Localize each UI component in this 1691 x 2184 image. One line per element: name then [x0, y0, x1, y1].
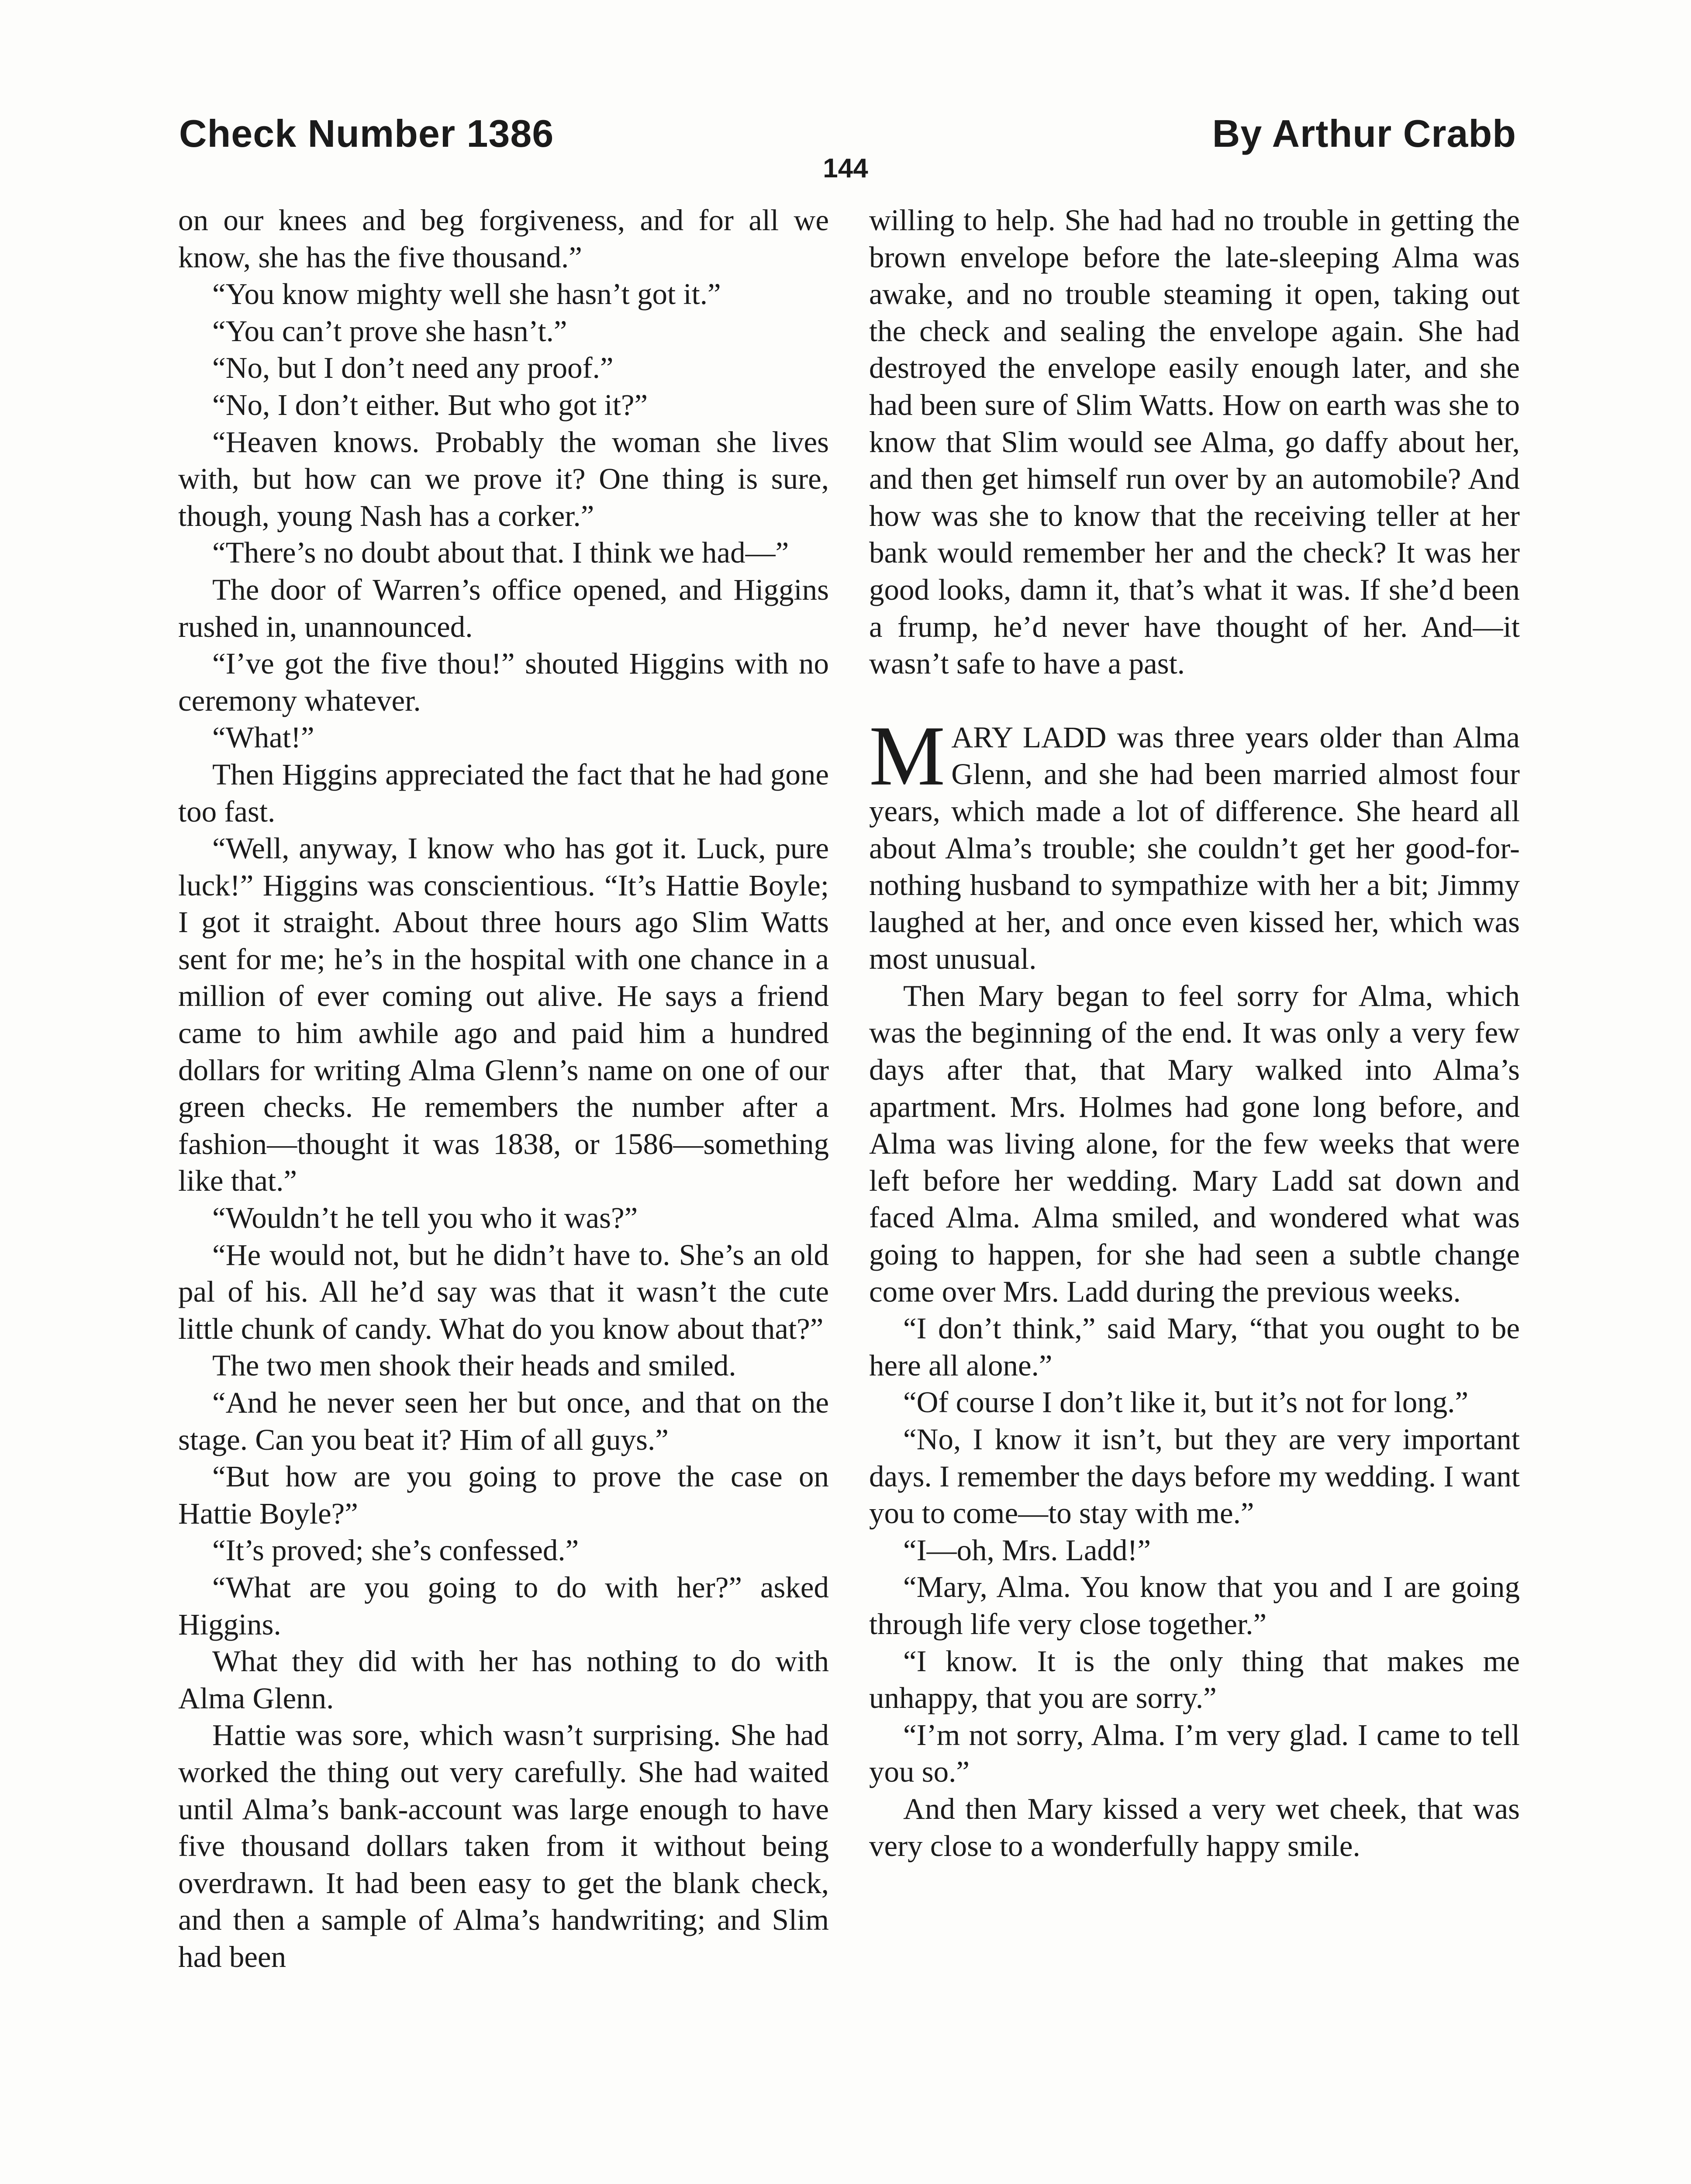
paragraph: “I—oh, Mrs. Ladd!” [903, 1533, 1151, 1567]
paragraph: “He would not, but he didn’t have to. She’s an old pal of his. All he’d say was that it wasn’t the cute little chunk of candy. What do you know about that?” [178, 1238, 829, 1345]
paragraph: Then Mary began to feel sorry for Alma, which was the beginning of the end. It was only a very few days after that, that Mary walked into Alma’s apartment. Mrs. Holmes had gone long before, and Alma was living alone, for the few weeks that were left before her wedding. Mary Ladd sat down and faced Alma. Alma smiled, and wondered what was going to happen, for she had seen a subtle change come over Mrs. Ladd during the previous weeks. [869, 979, 1520, 1308]
left-column [178, 202, 829, 1976]
section-break [869, 682, 1520, 719]
paragraph: “But how are you going to prove the case on Hattie Boyle?” [178, 1460, 829, 1530]
paragraph: “You can’t prove she hasn’t.” [212, 314, 567, 348]
paragraph: “You know mighty well she hasn’t got it.” [212, 277, 721, 311]
paragraph: “I don’t think,” said Mary, “that you ought to be here all alone.” [869, 1312, 1520, 1382]
paragraph: “And he never seen her but once, and that on the stage. Can you beat it? Him of all guys.” [178, 1386, 829, 1456]
drop-cap: M [869, 708, 946, 803]
paragraph: Then Higgins appreciated the fact that he had gone too fast. [178, 757, 829, 828]
section-opening-paragraph [869, 708, 1520, 978]
paragraph: “Wouldn’t he tell you who it was?” [212, 1201, 638, 1235]
paragraph: “There’s no doubt about that. I think we had—” [212, 536, 789, 570]
paragraph: willing to help. She had had no trouble in getting the brown envelope before the late-sleeping Alma was awake, and no trouble steaming it open, taking out the check and sealing the envelope again. She had destroyed the envelope easily enough later, and she had been sure of Slim Watts. How on earth was she to know that Slim would see Alma, go daffy about her, and then get himself run over by an automobile? And how was she to know that the receiving teller at her bank would remember her and the check? It was her good looks, damn it, that’s what it was. If she’d been a frump, he’d never have thought of her. And—it wasn’t safe to have a past. [869, 204, 1520, 681]
paragraph: “No, I don’t either. But who got it?” [212, 388, 648, 422]
opening-text: ARY LADD was three years older than Alma Glenn, and she had been married almost four years, which made a lot of difference. She heard all about Alma’s trouble; she couldn’t get her good-for-nothing husband to sympathize with her a bit; Jimmy laughed at her, and once even kissed her, which was most unusual. [869, 720, 1520, 976]
paragraph: Hattie was sore, which wasn’t surprising. She had worked the thing out very carefully. She had waited until Alma’s bank-account was large enough to have five thousand dollars taken from it without being overdrawn. It had been easy to get the blank check, and then a sample of Alma’s handwriting; and Slim had been [178, 1718, 829, 1973]
paragraph: “I know. It is the only thing that makes me unhappy, that you are sorry.” [869, 1644, 1520, 1715]
paragraph: The two men shook their heads and smiled. [212, 1349, 736, 1382]
paragraph: What they did with her has nothing to do with Alma Glenn. [178, 1645, 829, 1715]
page-number: 144 [823, 153, 868, 183]
paragraph: “Well, anyway, I know who has got it. Luck, pure luck!” Higgins was conscientious. “It’s Hattie Boyle; I got it straight. About three hours ago Slim Watts sent for me; he’s in the hospital with one chance in a million of ever coming out alive. He says a friend came to him awhile ago and paid him a hundred dollars for writing Alma Glenn’s name on one of our green checks. He remembers the number after a fashion—thought it was 1838, or 1586—something like that.” [178, 832, 829, 1198]
paragraph: “Heaven knows. Probably the woman she lives with, but how can we prove it? One thing is sure, though, young Nash has a corker.” [178, 425, 829, 532]
paragraph: And then Mary kissed a very wet cheek, that was very close to a wonderfully happy smile. [869, 1792, 1520, 1863]
paragraph: “What are you going to do with her?” asked Higgins. [178, 1570, 829, 1641]
paragraph: “Mary, Alma. You know that you and I are going through life very close together.” [869, 1570, 1520, 1641]
paragraph: “What!” [212, 721, 314, 754]
story-author: By Arthur Crabb [1212, 112, 1516, 155]
right-column [869, 202, 1520, 1864]
story-title: Check Number 1386 [179, 112, 554, 155]
paragraph: “No, I know it isn’t, but they are very important days. I remember the days before my wedding. I want you to come—to stay with me.” [869, 1423, 1520, 1530]
paragraph: on our knees and beg forgiveness, and for all we know, she has the five thousand.” [178, 204, 829, 274]
paragraph: The door of Warren’s office opened, and Higgins rushed in, unannounced. [178, 573, 829, 643]
paragraph: “It’s proved; she’s confessed.” [212, 1534, 579, 1567]
paragraph: “Of course I don’t like it, but it’s not for long.” [903, 1386, 1469, 1419]
paragraph: “No, but I don’t need any proof.” [212, 351, 614, 385]
paragraph: “I’m not sorry, Alma. I’m very glad. I came to tell you so.” [869, 1718, 1520, 1789]
paragraph: “I’ve got the five thou!” shouted Higgins with no ceremony whatever. [178, 647, 829, 717]
